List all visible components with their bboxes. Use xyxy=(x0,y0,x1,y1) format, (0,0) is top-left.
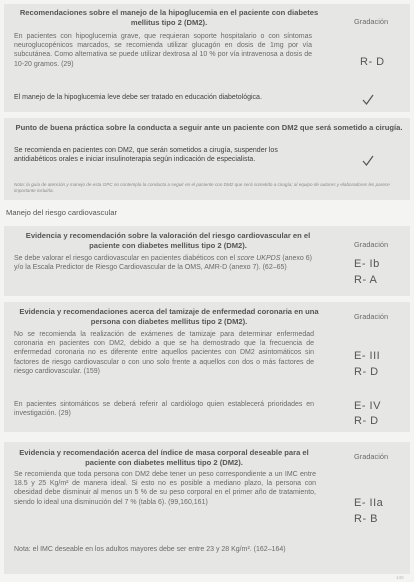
grade-header: Gradación xyxy=(354,240,389,249)
page-number: 140 xyxy=(396,575,404,580)
grade-label: E- IV xyxy=(354,400,381,412)
grade-label: R- A xyxy=(354,274,378,286)
text-part: (anexo 6) y/o la Escala Predictor de Riesgo Cardiovascular de la OMS, AMR-D (anexo 7). (62–65) xyxy=(14,255,312,272)
section-title: Recomendaciones sobre el manejo de la hipoglucemia en el paciente con diabetes mellitus tipo 2 (DM2). xyxy=(19,8,319,27)
check-icon xyxy=(361,154,375,168)
recommendation-text: En pacientes con hipoglucemia grave, que requieran soporte hospitalario o con síntomas neuroglucopénicos marcados, se recomienda utilizar glucagón en dosis de 1mg por vía subcutánea. Como alternativa se puede utilizar dextrosa al 10 % por vía intravenosa a dosis de 10-20 gramos. (29) xyxy=(14,33,312,68)
section-title: Punto de buena práctica sobre la conducta a seguir ante un paciente con DM2 que será sometido a cirugía. xyxy=(15,123,403,132)
grade-header: Gradación xyxy=(354,17,389,26)
recommendation-text: El manejo de la hipoglucemia leve debe ser tratado en educación diabetológica. xyxy=(14,94,262,101)
hypoglycemia-section xyxy=(4,4,410,112)
grade-label: R- B xyxy=(354,513,378,525)
cardiovascular-risk-section xyxy=(4,226,410,296)
recommendation-text: No se recomienda la realización de exámenes de tamizaje para determinar enfermedad coronaria en pacientes con DM2, debido a que se ha demostrado que la frecuencia de enfermedad coronaria no es diferente entre aquellos pacientes con DM2 asintomáticos sin factores de riesgo cardiovascular o con uno solo frente a aquellos con dos o más factores de riesgo cardiovascular. (159) xyxy=(14,331,314,375)
note-text: Nota: la guía de atención y manejo de esta GPC no contempla la conducta a seguir en el paciente con DM2 que será sometido a cirugía; al equipo de autores y elaboradores les parece importante incluirla. xyxy=(14,182,390,193)
grade-header: Gradación xyxy=(354,452,389,461)
score-name: score UKPDS xyxy=(237,255,281,262)
section-heading: Manejo del riesgo cardiovascular xyxy=(6,208,118,217)
grade-label: E- Ib xyxy=(354,258,380,270)
good-practice-section xyxy=(4,118,410,200)
grade-label: R- D xyxy=(360,56,385,68)
section-title: Evidencia y recomendación acerca del índice de masa corporal deseable para el paciente con diabetes mellitus tipo 2 (DM2). xyxy=(19,448,309,467)
grade-label: E- IIa xyxy=(354,497,384,509)
recommendation-text xyxy=(14,254,312,272)
recommendation-text: Se recomienda que toda persona con DM2 debe tener un peso correspondiente a un IMC entre 18.5 y 25 Kg/m² de manera ideal. Si esto no es posible a mediano plazo, la persona con obesidad debe disminuir al menos un 5 % de su peso corporal en el primer año de tratamiento, siendo lo ideal una disminución del 7 % (tabla 6). (99,160,161) xyxy=(14,471,316,506)
check-icon xyxy=(361,93,375,107)
coronary-screening-section xyxy=(4,302,410,432)
text-part: Se debe valorar el riesgo cardiovascular en pacientes diabéticos con el xyxy=(14,255,238,262)
grade-label: R- D xyxy=(354,415,379,427)
recommendation-text: En pacientes sintomáticos se deberá referir al cardiólogo quien establecerá prioridades en investigación. (29) xyxy=(14,401,314,418)
section-title: Evidencia y recomendaciones acerca del tamizaje de enfermedad coronaria en una persona con diabetes mellitus tipo 2 (DM2). xyxy=(19,307,319,326)
section-title: Evidencia y recomendación sobre la valoración del riesgo cardiovascular en el paciente con diabetes mellitus tipo 2 (DM2). xyxy=(25,231,311,250)
grade-label: R- D xyxy=(354,366,379,378)
grade-label: E- III xyxy=(354,350,381,362)
bmi-section xyxy=(4,442,410,574)
grade-header: Gradación xyxy=(354,312,389,321)
recommendation-text: Se recomienda en pacientes con DM2, que serán sometidos a cirugía, suspender los antidiabéticos orales e iniciar insulinoterapia según indicación de especialista. xyxy=(14,147,278,164)
note-text: Nota: el IMC deseable en los adultos mayores debe ser entre 23 y 28 Kg/m². (162–164) xyxy=(14,546,286,553)
